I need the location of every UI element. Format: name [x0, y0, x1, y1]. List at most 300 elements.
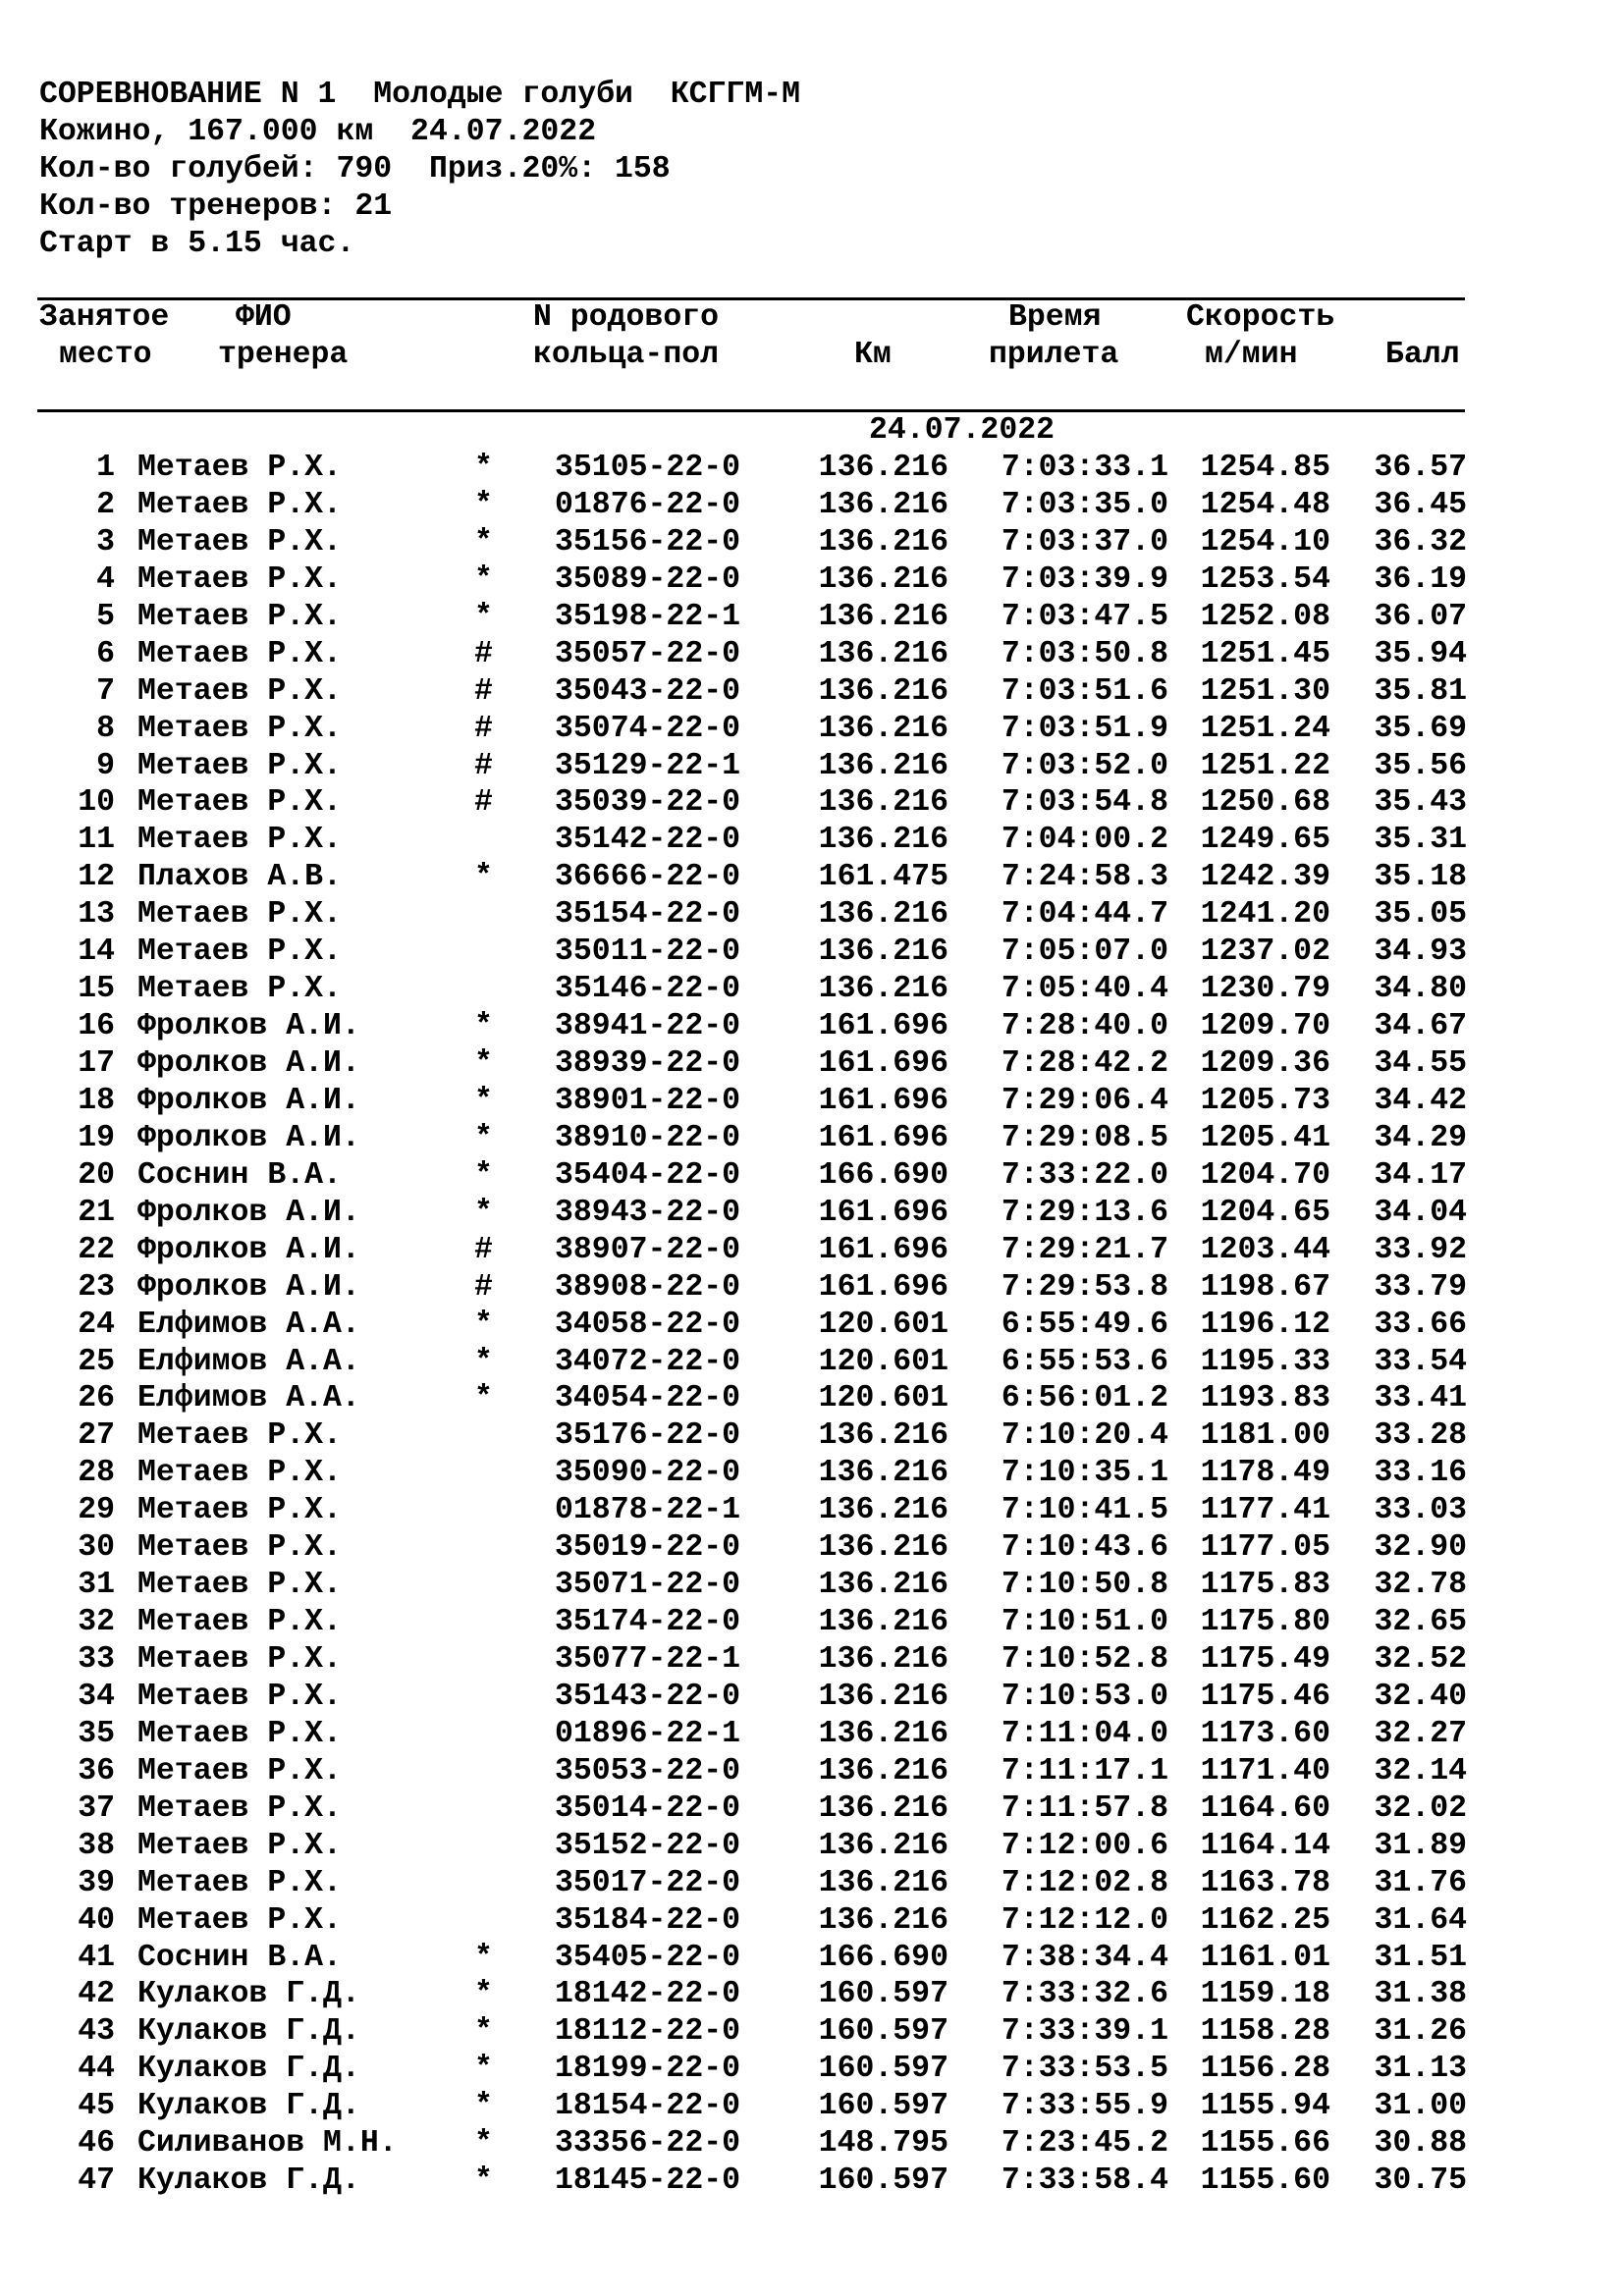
speed-cell: 1193.83 [1200, 1381, 1330, 1416]
score-cell: 33.92 [1374, 1232, 1467, 1267]
table-row [0, 748, 1624, 785]
score-cell: 32.40 [1374, 1679, 1467, 1714]
table-row [0, 599, 1624, 636]
speed-cell: 1175.80 [1200, 1605, 1330, 1640]
place-cell: 44 [78, 2052, 115, 2087]
col-name-header-line2: тренера [218, 338, 349, 372]
score-cell: 32.90 [1374, 1530, 1467, 1566]
distance-cell: 161.696 [818, 1269, 948, 1305]
trainer-name-cell: Елфимов А.А. [137, 1307, 360, 1342]
distance-cell: 136.216 [818, 1753, 948, 1789]
distance-cell: 160.597 [818, 2014, 948, 2050]
arrival-time-cell: 7:05:07.0 [1001, 934, 1168, 970]
arrival-time-cell: 7:33:55.9 [1001, 2089, 1168, 2124]
score-cell: 31.89 [1374, 1828, 1467, 1863]
place-cell: 1 [96, 451, 115, 485]
score-cell: 36.07 [1374, 599, 1467, 634]
place-cell: 46 [78, 2126, 115, 2162]
ring-number-cell: 35174-22-0 [555, 1605, 741, 1640]
col-name-header-line1: ФИО [236, 300, 292, 335]
speed-cell: 1161.01 [1200, 1940, 1330, 1975]
mark-cell: * [474, 1307, 493, 1342]
arrival-time-cell: 7:10:43.6 [1001, 1530, 1168, 1566]
table-row [0, 1976, 1624, 2013]
score-cell: 33.66 [1374, 1307, 1467, 1342]
place-cell: 26 [78, 1381, 115, 1416]
ring-number-cell: 35142-22-0 [555, 823, 741, 858]
score-cell: 33.41 [1374, 1381, 1467, 1416]
arrival-time-cell: 7:10:50.8 [1001, 1568, 1168, 1603]
arrival-time-cell: 7:29:06.4 [1001, 1083, 1168, 1118]
table-row [0, 1902, 1624, 1940]
score-cell: 34.42 [1374, 1083, 1467, 1118]
mark-cell: * [474, 1195, 493, 1230]
arrival-time-cell: 6:55:53.6 [1001, 1344, 1168, 1379]
ring-number-cell: 35074-22-0 [555, 711, 741, 746]
speed-cell: 1198.67 [1200, 1269, 1330, 1305]
score-cell: 33.54 [1374, 1344, 1467, 1379]
score-cell: 30.75 [1374, 2163, 1467, 2199]
arrival-time-cell: 7:29:21.7 [1001, 1232, 1168, 1267]
trainer-name-cell: Метаев Р.Х. [137, 748, 342, 783]
place-cell: 9 [96, 748, 115, 783]
place-cell: 28 [78, 1456, 115, 1491]
table-row [0, 1157, 1624, 1195]
speed-cell: 1175.49 [1200, 1642, 1330, 1677]
place-cell: 5 [96, 599, 115, 634]
distance-cell: 136.216 [818, 785, 948, 821]
ring-number-cell: 36666-22-0 [555, 860, 741, 895]
ring-number-cell: 35405-22-0 [555, 1940, 741, 1975]
score-cell: 36.57 [1374, 451, 1467, 485]
speed-cell: 1253.54 [1200, 561, 1330, 597]
arrival-time-cell: 7:10:53.0 [1001, 1679, 1168, 1714]
place-cell: 32 [78, 1605, 115, 1640]
distance-cell: 136.216 [818, 748, 948, 783]
table-row [0, 1679, 1624, 1716]
place-cell: 11 [78, 823, 115, 858]
trainer-name-cell: Метаев Р.Х. [137, 897, 342, 933]
place-cell: 4 [96, 561, 115, 597]
place-cell: 8 [96, 711, 115, 746]
col-time-header-line2: прилета [989, 338, 1119, 372]
trainer-name-cell: Фролков А.И. [137, 1009, 360, 1044]
trainer-name-cell: Фролков А.И. [137, 1232, 360, 1267]
table-row [0, 1529, 1624, 1567]
table-row [0, 934, 1624, 971]
distance-cell: 136.216 [818, 1642, 948, 1677]
trainer-name-cell: Метаев Р.Х. [137, 1605, 342, 1640]
table-row [0, 1008, 1624, 1045]
table-row [0, 1455, 1624, 1492]
speed-cell: 1251.22 [1200, 748, 1330, 783]
place-cell: 35 [78, 1716, 115, 1751]
table-row [0, 971, 1624, 1008]
distance-cell: 161.696 [818, 1232, 948, 1267]
arrival-time-cell: 7:04:44.7 [1001, 897, 1168, 933]
place-cell: 7 [96, 673, 115, 709]
place-cell: 22 [78, 1232, 115, 1267]
arrival-time-cell: 7:10:41.5 [1001, 1493, 1168, 1528]
mark-cell: * [474, 2014, 493, 2050]
speed-cell: 1175.83 [1200, 1568, 1330, 1603]
place-cell: 37 [78, 1790, 115, 1826]
arrival-time-cell: 7:33:22.0 [1001, 1157, 1168, 1193]
place-cell: 13 [78, 897, 115, 933]
table-row [0, 1045, 1624, 1083]
score-cell: 33.16 [1374, 1456, 1467, 1491]
table-row [0, 673, 1624, 711]
arrival-time-cell: 7:03:47.5 [1001, 599, 1168, 634]
place-cell: 3 [96, 524, 115, 560]
ring-number-cell: 35154-22-0 [555, 897, 741, 933]
mark-cell: * [474, 561, 493, 597]
trainer-name-cell: Фролков А.И. [137, 1195, 360, 1230]
col-place-header-line1: Занятое [39, 300, 170, 335]
table-row [0, 2051, 1624, 2088]
ring-number-cell: 35198-22-1 [555, 599, 741, 634]
col-place-header-line2: место [59, 338, 152, 372]
ring-number-cell: 35129-22-1 [555, 748, 741, 783]
header-rule-bottom [37, 409, 1465, 412]
mark-cell: # [474, 673, 493, 709]
arrival-time-cell: 7:03:37.0 [1001, 524, 1168, 560]
distance-cell: 161.696 [818, 1009, 948, 1044]
distance-cell: 136.216 [818, 524, 948, 560]
table-row [0, 1120, 1624, 1157]
mark-cell: # [474, 636, 493, 671]
distance-cell: 136.216 [818, 1568, 948, 1603]
ring-number-cell: 38908-22-0 [555, 1269, 741, 1305]
ring-number-cell: 35019-22-0 [555, 1530, 741, 1566]
place-cell: 36 [78, 1753, 115, 1789]
arrival-time-cell: 6:56:01.2 [1001, 1381, 1168, 1416]
arrival-time-cell: 7:03:51.9 [1001, 711, 1168, 746]
score-cell: 35.43 [1374, 785, 1467, 821]
trainer-name-cell: Метаев Р.Х. [137, 1753, 342, 1789]
place-cell: 2 [96, 487, 115, 522]
speed-cell: 1205.41 [1200, 1120, 1330, 1155]
distance-cell: 160.597 [818, 1977, 948, 2012]
score-cell: 36.32 [1374, 524, 1467, 560]
ring-number-cell: 35053-22-0 [555, 1753, 741, 1789]
distance-cell: 120.601 [818, 1381, 948, 1416]
col-ring-header-line1: N родового [533, 300, 720, 335]
mark-cell: # [474, 785, 493, 821]
ring-number-cell: 35011-22-0 [555, 934, 741, 970]
place-cell: 30 [78, 1530, 115, 1566]
distance-cell: 120.601 [818, 1307, 948, 1342]
distance-cell: 160.597 [818, 2163, 948, 2199]
ring-number-cell: 18154-22-0 [555, 2089, 741, 2124]
speed-cell: 1237.02 [1200, 934, 1330, 970]
distance-cell: 136.216 [818, 1530, 948, 1566]
table-row [0, 2088, 1624, 2125]
trainer-name-cell: Метаев Р.Х. [137, 487, 342, 522]
arrival-time-cell: 7:03:39.9 [1001, 561, 1168, 597]
ring-number-cell: 38907-22-0 [555, 1232, 741, 1267]
ring-number-cell: 18112-22-0 [555, 2014, 741, 2050]
score-cell: 33.03 [1374, 1493, 1467, 1528]
distance-cell: 136.216 [818, 1902, 948, 1938]
trainer-name-cell: Кулаков Г.Д. [137, 2163, 360, 2199]
table-row [0, 1195, 1624, 1232]
trainer-name-cell: Метаев Р.Х. [137, 673, 342, 709]
score-cell: 35.18 [1374, 860, 1467, 895]
score-cell: 31.51 [1374, 1940, 1467, 1975]
place-cell: 27 [78, 1418, 115, 1454]
score-cell: 32.52 [1374, 1642, 1467, 1677]
ring-number-cell: 35404-22-0 [555, 1157, 741, 1193]
ring-number-cell: 34058-22-0 [555, 1307, 741, 1342]
mark-cell: * [474, 1977, 493, 2012]
distance-cell: 136.216 [818, 599, 948, 634]
ring-number-cell: 35176-22-0 [555, 1418, 741, 1454]
col-speed-header-line2: м/мин [1205, 338, 1298, 372]
table-row [0, 2125, 1624, 2163]
release-point-and-date: Кожино, 167.000 км 24.07.2022 [39, 115, 597, 149]
speed-cell: 1254.10 [1200, 524, 1330, 560]
score-cell: 35.94 [1374, 636, 1467, 671]
distance-cell: 136.216 [818, 1493, 948, 1528]
score-cell: 31.13 [1374, 2052, 1467, 2087]
table-row [0, 1269, 1624, 1307]
mark-cell: * [474, 1344, 493, 1379]
place-cell: 20 [78, 1157, 115, 1193]
ring-number-cell: 35152-22-0 [555, 1828, 741, 1863]
table-row [0, 1753, 1624, 1790]
distance-cell: 161.696 [818, 1195, 948, 1230]
speed-cell: 1251.30 [1200, 673, 1330, 709]
ring-number-cell: 34054-22-0 [555, 1381, 741, 1416]
speed-cell: 1158.28 [1200, 2014, 1330, 2050]
speed-cell: 1171.40 [1200, 1753, 1330, 1789]
table-row [0, 711, 1624, 748]
ring-number-cell: 34072-22-0 [555, 1344, 741, 1379]
race-date-row: 24.07.2022 [869, 413, 1056, 448]
distance-cell: 136.216 [818, 636, 948, 671]
table-row [0, 2013, 1624, 2051]
ring-number-cell: 01878-22-1 [555, 1493, 741, 1528]
score-cell: 32.78 [1374, 1568, 1467, 1603]
table-row [0, 487, 1624, 524]
speed-cell: 1164.14 [1200, 1828, 1330, 1863]
arrival-time-cell: 7:33:39.1 [1001, 2014, 1168, 2050]
table-row [0, 524, 1624, 561]
place-cell: 29 [78, 1493, 115, 1528]
trainer-name-cell: Метаев Р.Х. [137, 636, 342, 671]
mark-cell: * [474, 860, 493, 895]
arrival-time-cell: 7:03:33.1 [1001, 451, 1168, 485]
mark-cell: * [474, 1009, 493, 1044]
trainer-name-cell: Метаев Р.Х. [137, 1418, 342, 1454]
speed-cell: 1251.24 [1200, 711, 1330, 746]
arrival-time-cell: 7:33:32.6 [1001, 1977, 1168, 2012]
mark-cell: * [474, 524, 493, 560]
mark-cell: * [474, 451, 493, 485]
place-cell: 43 [78, 2014, 115, 2050]
distance-cell: 136.216 [818, 1679, 948, 1714]
speed-cell: 1254.48 [1200, 487, 1330, 522]
score-cell: 31.64 [1374, 1902, 1467, 1938]
distance-cell: 161.696 [818, 1120, 948, 1155]
arrival-time-cell: 6:55:49.6 [1001, 1307, 1168, 1342]
score-cell: 33.79 [1374, 1269, 1467, 1305]
speed-cell: 1205.73 [1200, 1083, 1330, 1118]
arrival-time-cell: 7:12:12.0 [1001, 1902, 1168, 1938]
arrival-time-cell: 7:10:20.4 [1001, 1418, 1168, 1454]
speed-cell: 1196.12 [1200, 1307, 1330, 1342]
place-cell: 16 [78, 1009, 115, 1044]
ring-number-cell: 01876-22-0 [555, 487, 741, 522]
table-row [0, 1307, 1624, 1344]
speed-cell: 1241.20 [1200, 897, 1330, 933]
arrival-time-cell: 7:03:54.8 [1001, 785, 1168, 821]
arrival-time-cell: 7:05:40.4 [1001, 972, 1168, 1007]
speed-cell: 1181.00 [1200, 1418, 1330, 1454]
table-row [0, 1344, 1624, 1381]
col-speed-header-line1: Скорость [1186, 300, 1335, 335]
ring-number-cell: 35071-22-0 [555, 1568, 741, 1603]
table-row [0, 561, 1624, 599]
distance-cell: 136.216 [818, 897, 948, 933]
score-cell: 35.56 [1374, 748, 1467, 783]
score-cell: 32.65 [1374, 1605, 1467, 1640]
arrival-time-cell: 7:33:58.4 [1001, 2163, 1168, 2199]
mark-cell: * [474, 599, 493, 634]
trainer-name-cell: Метаев Р.Х. [137, 1828, 342, 1863]
table-row [0, 1716, 1624, 1753]
arrival-time-cell: 7:28:42.2 [1001, 1046, 1168, 1081]
score-cell: 36.19 [1374, 561, 1467, 597]
score-cell: 32.02 [1374, 1790, 1467, 1826]
table-row [0, 1380, 1624, 1417]
speed-cell: 1177.05 [1200, 1530, 1330, 1566]
place-cell: 18 [78, 1083, 115, 1118]
table-row [0, 1865, 1624, 1902]
speed-cell: 1249.65 [1200, 823, 1330, 858]
ring-number-cell: 18142-22-0 [555, 1977, 741, 2012]
ring-number-cell: 38910-22-0 [555, 1120, 741, 1155]
score-cell: 34.04 [1374, 1195, 1467, 1230]
score-cell: 32.14 [1374, 1753, 1467, 1789]
speed-cell: 1159.18 [1200, 1977, 1330, 2012]
table-row [0, 896, 1624, 934]
ring-number-cell: 01896-22-1 [555, 1716, 741, 1751]
ring-number-cell: 18145-22-0 [555, 2163, 741, 2199]
trainer-count: Кол-во тренеров: 21 [39, 189, 393, 224]
table-row [0, 1828, 1624, 1865]
mark-cell: # [474, 1269, 493, 1305]
ring-number-cell: 35105-22-0 [555, 451, 741, 485]
arrival-time-cell: 7:04:00.2 [1001, 823, 1168, 858]
ring-number-cell: 38939-22-0 [555, 1046, 741, 1081]
speed-cell: 1250.68 [1200, 785, 1330, 821]
speed-cell: 1252.08 [1200, 599, 1330, 634]
ring-number-cell: 35156-22-0 [555, 524, 741, 560]
speed-cell: 1195.33 [1200, 1344, 1330, 1379]
trainer-name-cell: Метаев Р.Х. [137, 972, 342, 1007]
speed-cell: 1173.60 [1200, 1716, 1330, 1751]
trainer-name-cell: Метаев Р.Х. [137, 451, 342, 485]
trainer-name-cell: Метаев Р.Х. [137, 599, 342, 634]
mark-cell: * [474, 2163, 493, 2199]
score-cell: 35.31 [1374, 823, 1467, 858]
place-cell: 21 [78, 1195, 115, 1230]
place-cell: 45 [78, 2089, 115, 2124]
ring-number-cell: 35077-22-1 [555, 1642, 741, 1677]
ring-number-cell: 38941-22-0 [555, 1009, 741, 1044]
report-header [39, 77, 800, 263]
mark-cell: * [474, 1046, 493, 1081]
arrival-time-cell: 7:03:50.8 [1001, 636, 1168, 671]
table-row [0, 1567, 1624, 1604]
trainer-name-cell: Фролков А.И. [137, 1083, 360, 1118]
ring-number-cell: 35184-22-0 [555, 1902, 741, 1938]
speed-cell: 1155.66 [1200, 2126, 1330, 2162]
col-km-header: Км [854, 338, 892, 372]
score-cell: 34.55 [1374, 1046, 1467, 1081]
distance-cell: 161.475 [818, 860, 948, 895]
score-cell: 36.45 [1374, 487, 1467, 522]
trainer-name-cell: Елфимов А.А. [137, 1381, 360, 1416]
speed-cell: 1230.79 [1200, 972, 1330, 1007]
trainer-name-cell: Метаев Р.Х. [137, 1456, 342, 1491]
speed-cell: 1177.41 [1200, 1493, 1330, 1528]
mark-cell: * [474, 1940, 493, 1975]
speed-cell: 1242.39 [1200, 860, 1330, 895]
arrival-time-cell: 7:10:35.1 [1001, 1456, 1168, 1491]
distance-cell: 136.216 [818, 673, 948, 709]
speed-cell: 1209.36 [1200, 1046, 1330, 1081]
arrival-time-cell: 7:11:17.1 [1001, 1753, 1168, 1789]
place-cell: 6 [96, 636, 115, 671]
arrival-time-cell: 7:10:51.0 [1001, 1605, 1168, 1640]
table-row [0, 1940, 1624, 1977]
distance-cell: 161.696 [818, 1046, 948, 1081]
ring-number-cell: 35017-22-0 [555, 1865, 741, 1900]
arrival-time-cell: 7:33:53.5 [1001, 2052, 1168, 2087]
distance-cell: 136.216 [818, 934, 948, 970]
trainer-name-cell: Метаев Р.Х. [137, 1865, 342, 1900]
place-cell: 40 [78, 1902, 115, 1938]
speed-cell: 1175.46 [1200, 1679, 1330, 1714]
ring-number-cell: 35014-22-0 [555, 1790, 741, 1826]
score-cell: 35.05 [1374, 897, 1467, 933]
place-cell: 41 [78, 1940, 115, 1975]
ring-number-cell: 38901-22-0 [555, 1083, 741, 1118]
ring-number-cell: 35057-22-0 [555, 636, 741, 671]
distance-cell: 136.216 [818, 1716, 948, 1751]
trainer-name-cell: Кулаков Г.Д. [137, 2014, 360, 2050]
speed-cell: 1162.25 [1200, 1902, 1330, 1938]
ring-number-cell: 33356-22-0 [555, 2126, 741, 2162]
place-cell: 31 [78, 1568, 115, 1603]
trainer-name-cell: Силиванов М.Н. [137, 2126, 398, 2162]
mark-cell: # [474, 748, 493, 783]
score-cell: 30.88 [1374, 2126, 1467, 2162]
arrival-time-cell: 7:12:00.6 [1001, 1828, 1168, 1863]
speed-cell: 1178.49 [1200, 1456, 1330, 1491]
arrival-time-cell: 7:29:53.8 [1001, 1269, 1168, 1305]
place-cell: 25 [78, 1344, 115, 1379]
distance-cell: 136.216 [818, 711, 948, 746]
table-row [0, 450, 1624, 487]
score-cell: 32.27 [1374, 1716, 1467, 1751]
start-time: Старт в 5.15 час. [39, 227, 355, 261]
distance-cell: 136.216 [818, 487, 948, 522]
mark-cell: * [474, 487, 493, 522]
